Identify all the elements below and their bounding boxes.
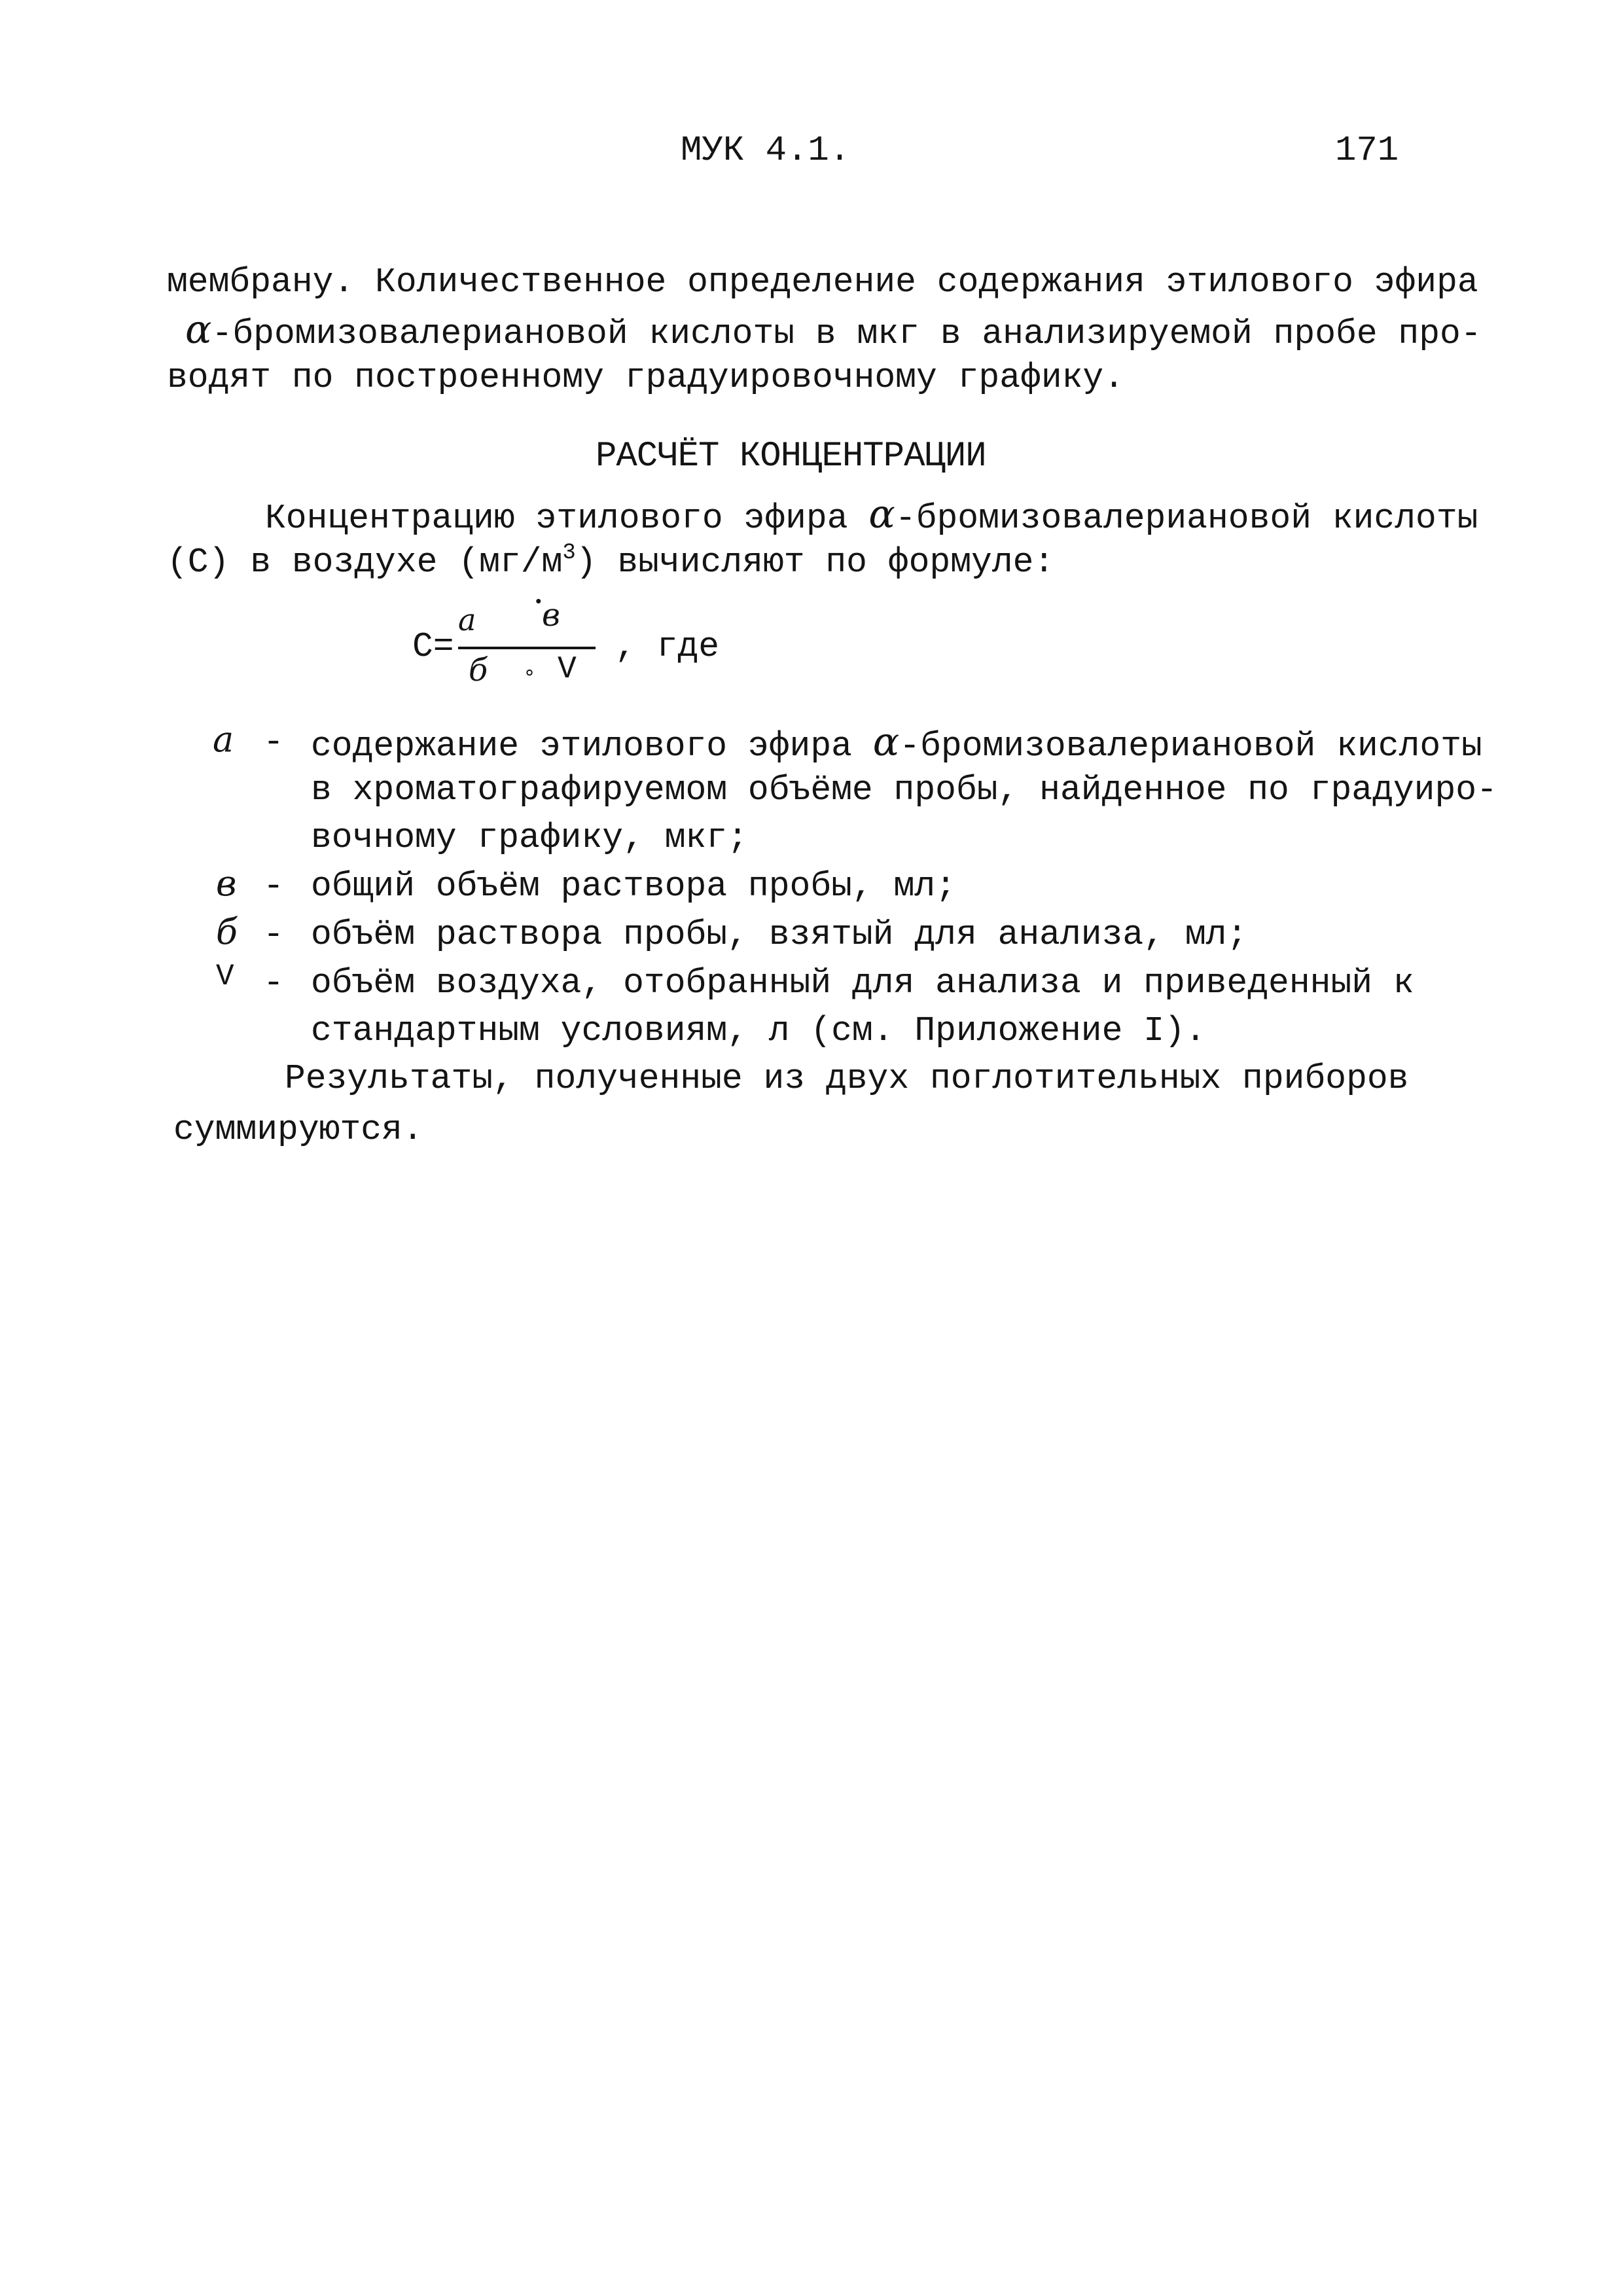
definition-a-text: содержание этилового эфира <box>311 726 852 766</box>
document-code: МУК 4.1. <box>681 131 851 171</box>
formula-numerator-a: а <box>458 602 476 637</box>
formula-denominator-dot: ∘ <box>524 663 536 685</box>
definition-dash-v: - <box>263 963 284 1003</box>
page-number: 171 <box>1335 131 1399 171</box>
section-line-1-b: -бромизовалериановой кислоты <box>895 499 1478 538</box>
formula-fraction-bar <box>458 647 596 649</box>
formula-lhs: С= <box>412 627 454 666</box>
alpha-symbol: α <box>872 719 900 765</box>
formula-numerator-dot: • <box>533 592 544 612</box>
definition-a-line-2: в хроматографируемом объёме пробы, найденное по градуиро- <box>311 770 1497 810</box>
definition-a-line-1 <box>311 719 1482 770</box>
definition-symbol-v: V <box>216 960 234 994</box>
definition-symbol-delta: б <box>216 911 238 952</box>
formula-denominator-a: б <box>469 652 488 689</box>
section-line-2 <box>167 539 1054 590</box>
section-line-1 <box>265 491 1478 542</box>
conclusion-line-1: Результаты, полученные из двух поглотительных приборов <box>285 1059 1409 1098</box>
intro-line-1: мембрану. Количественное определение содержания этилового эфира <box>167 262 1478 302</box>
alpha-symbol: α <box>868 492 895 537</box>
section-title: РАСЧЁТ КОНЦЕНТРАЦИИ <box>596 437 986 476</box>
definition-delta-line-1: объём раствора пробы, взятый для анализа, мл; <box>311 915 1248 954</box>
intro-line-2-text: -бромизовалериановой кислоты в мкг в анализируемой пробе про- <box>211 314 1482 353</box>
section-line-2-a: (С) в воздухе (мг/м <box>167 543 563 582</box>
definition-b-line-1: общий объём раствора пробы, мл; <box>311 867 956 906</box>
definition-symbol-b: в <box>216 863 237 904</box>
superscript-3: 3 <box>562 541 576 565</box>
alpha-symbol: α <box>185 307 212 353</box>
formula-suffix: , где <box>615 627 720 666</box>
formula-denominator-b: V <box>558 652 577 687</box>
definition-dash-delta: - <box>263 915 284 954</box>
formula-numerator-b: в <box>542 597 560 634</box>
definition-symbol-a: а <box>213 719 234 760</box>
intro-line-3: водят по построенному градуировочному графику. <box>167 358 1125 397</box>
section-line-1-a: Концентрацию этилового эфира <box>265 499 848 538</box>
definition-a-cont: -бромизовалериановой кислоты <box>899 726 1482 766</box>
definition-dash-a: - <box>263 723 284 762</box>
conclusion-line-2: суммируются. <box>173 1110 423 1149</box>
section-line-2-b: ) вычисляют по формуле: <box>575 543 1055 582</box>
definition-a-line-3: вочному графику, мкг; <box>311 818 748 857</box>
definition-dash-b: - <box>263 867 284 906</box>
definition-v-line-1: объём воздуха, отобранный для анализа и приведенный к <box>311 963 1414 1003</box>
intro-line-2 <box>167 306 1482 357</box>
definition-v-line-2: стандартным условиям, л (см. Приложение I). <box>311 1011 1206 1050</box>
